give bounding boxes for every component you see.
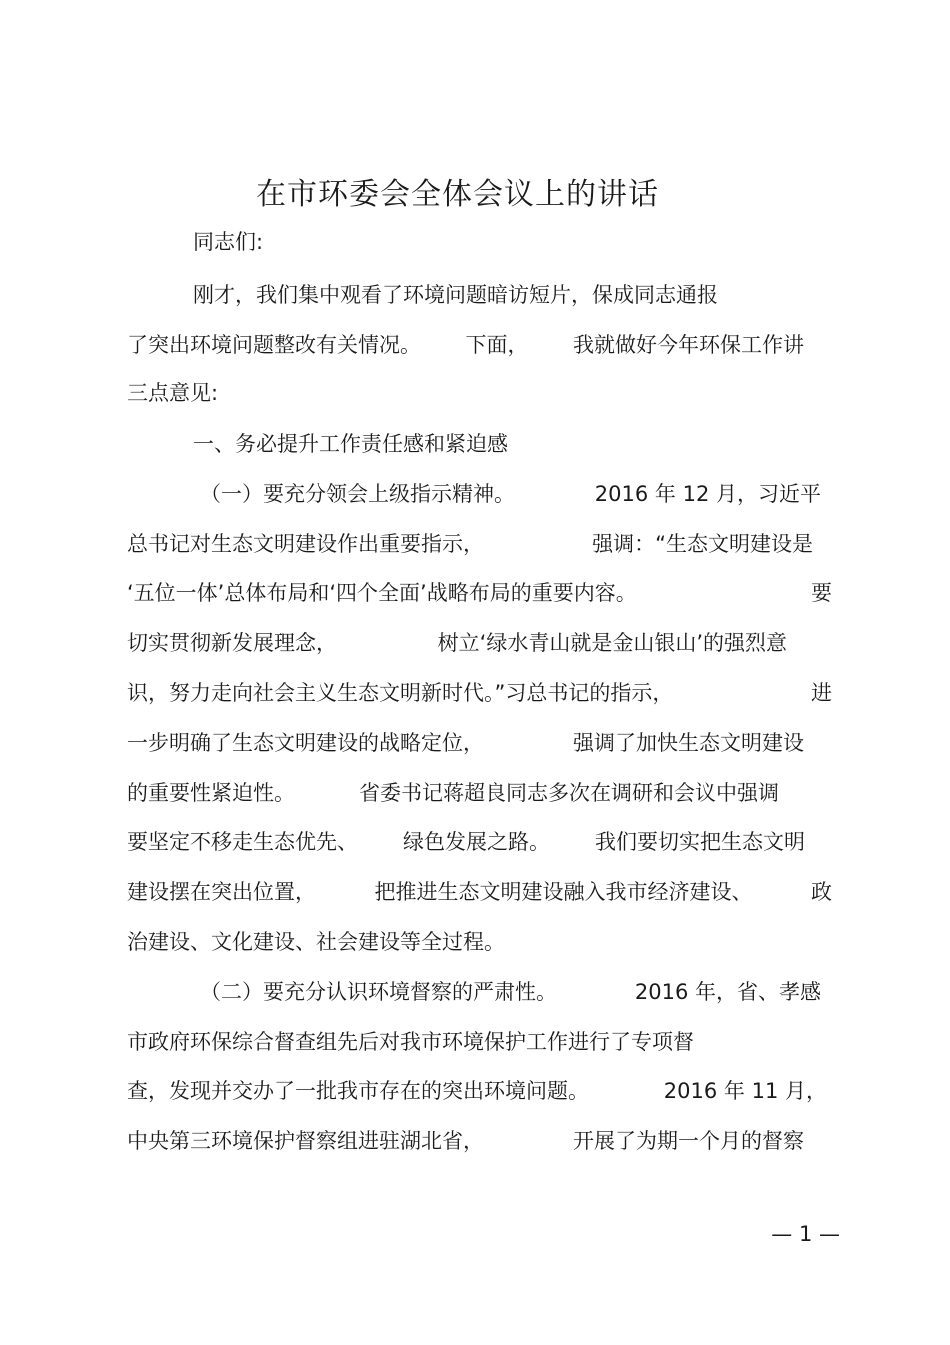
body-line	[127, 623, 787, 663]
subsection-heading	[200, 972, 821, 1012]
body-line	[127, 373, 832, 413]
body-line	[193, 275, 832, 315]
body-line	[127, 1022, 832, 1062]
text-segment: 一、务必提升工作责任感和紧迫感	[193, 432, 508, 456]
body-line	[127, 325, 804, 365]
page-number: — 1 —	[771, 1222, 840, 1246]
body-line	[127, 723, 804, 763]
document-title: 在市环委会全体会议上的讲话	[256, 177, 659, 212]
text-segment: 2016 年 12 月，习近平	[594, 482, 821, 506]
text-segment: 政	[811, 880, 832, 904]
text-segment: 强调：“生态文明建设是	[592, 532, 813, 556]
text-segment: （二）要充分认识环境督察的严肃性。	[200, 980, 557, 1004]
text-segment: 树立‘绿水青山就是金山银山’的强烈意	[437, 631, 787, 655]
text-segment: 一步明确了生态文明建设的战略定位，	[127, 731, 484, 755]
text-segment: 我就做好今年环保工作讲	[573, 333, 804, 357]
text-segment: 识，努力走向社会主义生态文明新时代。”习总书记的指示，	[127, 681, 674, 705]
body-line	[127, 773, 779, 813]
text-segment: 切实贯彻新发展理念，	[127, 631, 337, 655]
body-line	[127, 673, 832, 713]
text-segment: 总书记对生态文明建设作出重要指示，	[127, 532, 484, 556]
text-segment: 查，发现并交办了一批我市存在的突出环境问题。	[127, 1079, 589, 1103]
text-segment: 建设摆在突出位置，	[127, 880, 316, 904]
text-segment: 绿色发展之路。	[403, 830, 550, 854]
body-line	[127, 1071, 827, 1111]
text-segment: 省委书记蒋超良同志多次在调研和会议中强调	[359, 781, 779, 805]
text-segment: 要	[811, 581, 832, 605]
text-segment: 我们要切实把生态文明	[595, 830, 805, 854]
text-segment: 刚才，我们集中观看了环境问题暗访短片，保成同志通报	[193, 283, 718, 307]
text-segment: （一）要充分领会上级指示精神。	[200, 482, 515, 506]
body-line	[127, 1121, 804, 1161]
text-segment: 2016 年，省、孝感	[634, 980, 821, 1004]
body-line	[127, 822, 805, 862]
text-segment: 把推进生态文明建设融入我市经济建设、	[374, 880, 753, 904]
body-line	[127, 922, 832, 962]
section-heading	[193, 424, 832, 464]
text-segment: 治建设、文化建设、社会建设等全过程。	[127, 930, 505, 954]
text-segment: ‘五位一体’总体布局和‘四个全面’战略布局的重要内容。	[127, 581, 637, 605]
text-segment: 进	[811, 681, 832, 705]
text-segment: 了突出环境问题整改有关情况。	[127, 333, 421, 357]
text-segment: 下面，	[465, 333, 529, 357]
text-segment: 2016 年 11 月，	[663, 1079, 827, 1103]
body-line	[127, 573, 832, 613]
text-segment: 中央第三环境保护督察组进驻湖北省，	[127, 1129, 484, 1153]
text-segment: 的重要性紧迫性。	[127, 781, 295, 805]
salutation: 同志们:	[193, 230, 264, 254]
subsection-heading	[200, 474, 821, 514]
body-line	[127, 872, 832, 912]
text-segment: 开展了为期一个月的督察	[573, 1129, 804, 1153]
body-line	[127, 524, 813, 564]
text-segment: 市政府环保综合督查组先后对我市环境保护工作进行了专项督	[127, 1030, 694, 1054]
text-segment: 三点意见:	[127, 381, 219, 405]
text-segment: 要坚定不移走生态优先、	[127, 830, 358, 854]
text-segment: 强调了加快生态文明建设	[573, 731, 804, 755]
